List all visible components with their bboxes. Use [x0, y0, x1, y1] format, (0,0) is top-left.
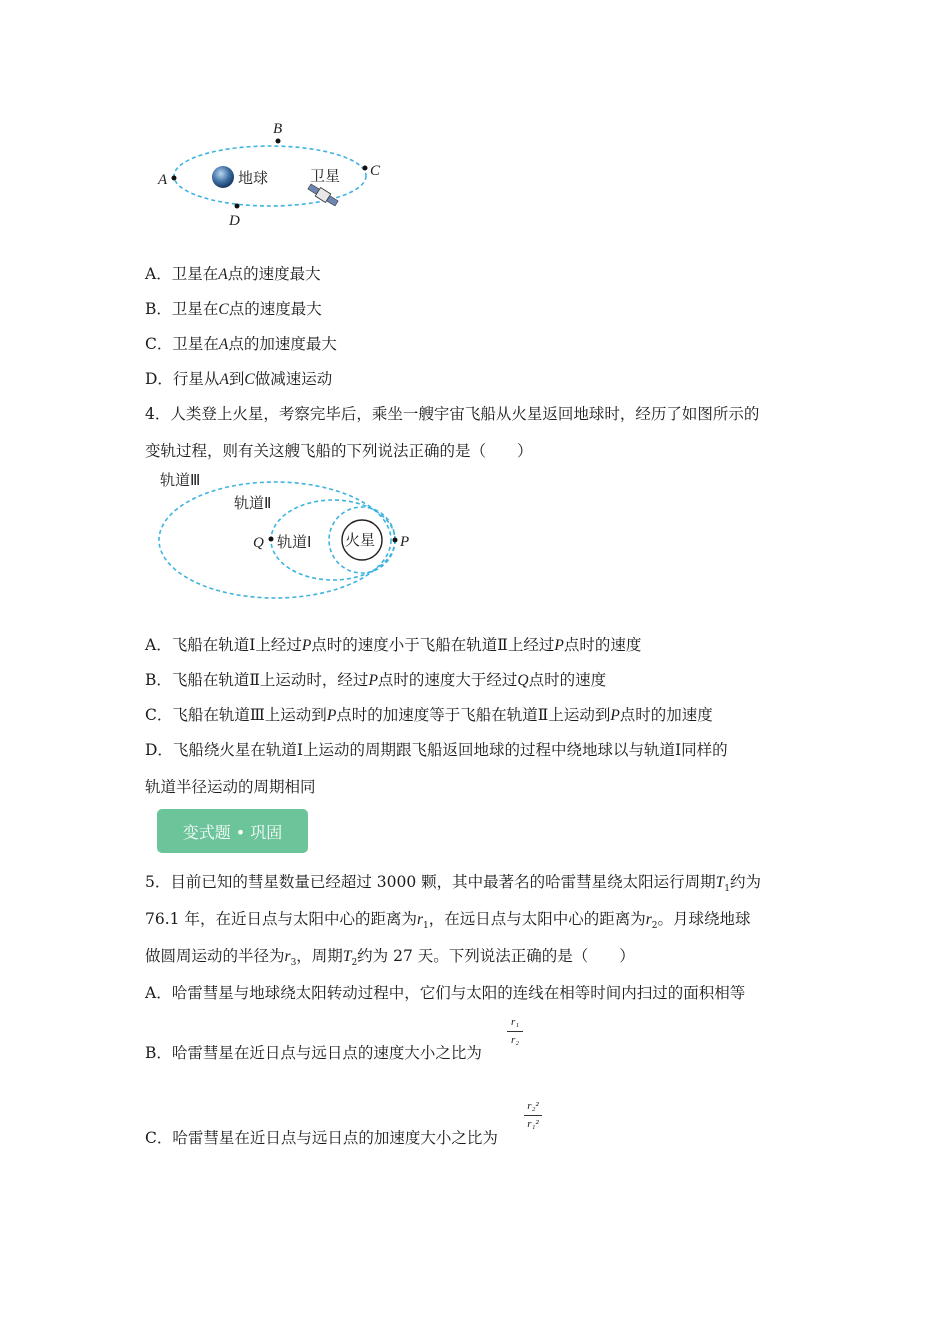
q4-b-3: 点时的速度	[528, 671, 607, 689]
q5-l3-b: ，周期	[296, 947, 343, 965]
q5-l2-r2-sub: 2	[651, 921, 658, 932]
q4-b-p: P	[368, 672, 378, 689]
section-badge: 变式题 • 巩固	[157, 809, 308, 853]
satellite-icon	[307, 182, 339, 207]
point-p	[393, 538, 398, 543]
point-q	[269, 537, 274, 542]
q3-option-d	[145, 367, 332, 389]
q3-option-b	[145, 297, 322, 319]
satellite-orbit-figure	[150, 115, 390, 230]
q3-d-var2: C	[244, 371, 255, 388]
mars-orbit-figure	[150, 462, 420, 607]
q4-option-d-line1: D．飞船绕火星在轨道Ⅰ上运动的周期跟飞船返回地球的过程中绕地球以与轨道Ⅰ同样的	[145, 741, 728, 759]
q5-option-b-fraction	[507, 1016, 523, 1047]
q4-c-p2: P	[610, 707, 620, 724]
q5-l3-a: 做圆周运动的半径为	[145, 947, 285, 965]
q5-l3-t-sub: 2	[351, 958, 358, 969]
q5-stem-line2	[145, 907, 751, 931]
point-d	[235, 204, 240, 209]
q5-b-fraction-bar	[507, 1031, 523, 1032]
point-a	[172, 176, 177, 181]
q5-option-a: A．哈雷彗星与地球绕太阳转动过程中，它们与太阳的连线在相等时间内扫过的面积相等	[145, 984, 746, 1002]
orbit-2-label: 轨道Ⅱ	[234, 494, 272, 512]
q3-c-var: A	[218, 336, 229, 353]
q5-stem-line1	[145, 870, 761, 894]
q3-option-a	[145, 262, 321, 284]
label-c: C	[370, 163, 381, 179]
q5-l3-r-sub: 3	[290, 958, 297, 969]
mars-label: 火星	[345, 531, 376, 549]
q5-l3-c: 约为 27 天。下列说法正确的是（ ）	[357, 947, 635, 965]
q5-option-b: B．哈雷彗星在近日点与远日点的速度大小之比为	[145, 1044, 482, 1062]
q4-option-a	[145, 633, 641, 655]
q3-b-post: 点的速度最大	[228, 300, 322, 318]
label-p: P	[400, 534, 410, 550]
q5-b-numerator: r₁	[510, 1016, 520, 1028]
satellite-label: 卫星	[310, 167, 341, 185]
q5-l3-t: T	[342, 948, 352, 965]
label-d: D	[229, 213, 240, 229]
q4-b-1: B．飞船在轨道Ⅱ上运动时，经过	[145, 671, 369, 689]
label-b: B	[273, 121, 283, 137]
q4-a-p1: P	[301, 637, 312, 654]
q4-c-1: C．飞船在轨道Ⅲ上运动到	[145, 706, 327, 724]
q3-d-pre: D．行星从	[145, 370, 220, 388]
q4-b-q: Q	[517, 672, 529, 689]
q4-a-p2: P	[554, 637, 564, 654]
q4-option-d-line2: 轨道半径运动的周期相同	[145, 778, 316, 796]
orbit-1-label: 轨道Ⅰ	[277, 533, 312, 551]
q4-a-1: A．飞船在轨道Ⅰ上经过	[145, 636, 302, 654]
q4-a-3: 点时的速度	[563, 636, 642, 654]
q4-b-2: 点时的速度大于经过	[377, 671, 518, 689]
q4-stem-line1: 4．人类登上火星，考察完毕后，乘坐一艘宇宙飞船从火星返回地球时，经历了如图所示的	[145, 405, 760, 423]
q5-l2-c: 。月球绕地球	[657, 910, 751, 928]
point-b	[276, 139, 281, 144]
orbit-3-label: 轨道Ⅲ	[160, 471, 201, 489]
q5-option-c: C．哈雷彗星在近日点与远日点的加速度大小之比为	[145, 1129, 498, 1147]
q5-l2-a: 76.1 年，在近日点与太阳中心的距离为	[145, 910, 417, 928]
q5-l1-t-sub: 1	[724, 884, 731, 895]
q4-a-2: 点时的速度小于飞船在轨道Ⅱ上经过	[311, 636, 555, 654]
q3-d-post: 做减速运动	[254, 370, 333, 388]
q5-option-c-fraction	[524, 1100, 542, 1131]
q5-l2-r1-sub: 1	[423, 921, 429, 932]
q4-c-3: 点时的加速度	[619, 706, 713, 724]
q4-stem-line2: 变轨过程，则有关这艘飞船的下列说法正确的是（ ）	[145, 442, 533, 460]
earth-label: 地球	[238, 169, 269, 187]
q3-d-mid: 到	[228, 370, 245, 388]
q4-option-b	[145, 668, 606, 690]
q3-a-post: 点的速度最大	[227, 265, 321, 283]
q3-b-var: C	[218, 301, 229, 318]
q4-c-p1: P	[326, 707, 337, 724]
label-q: Q	[253, 535, 264, 551]
q5-l3-r: r	[284, 948, 291, 965]
point-c	[363, 166, 368, 171]
q4-option-c	[145, 703, 713, 725]
q4-c-2: 点时的加速度等于飞船在轨道Ⅱ上运动到	[336, 706, 611, 724]
q5-b-denominator: r₂	[510, 1034, 520, 1046]
q3-c-post: 点的加速度最大	[228, 335, 337, 353]
q3-option-c	[145, 332, 337, 354]
q5-c-fraction-bar	[524, 1115, 542, 1116]
q5-l2-b: ，在远日点与太阳中心的距离为	[428, 910, 646, 928]
q3-a-pre: A．卫星在	[145, 265, 219, 283]
q5-c-numerator: r₂²	[527, 1100, 539, 1112]
q5-l1-a: 5．目前已知的彗星数量已经超过 3000 颗，其中最著名的哈雷彗星绕太阳运行周期	[145, 873, 716, 891]
q5-l2-r2: r	[645, 911, 652, 928]
q3-b-pre: B．卫星在	[145, 300, 219, 318]
q3-d-var1: A	[219, 371, 229, 388]
q5-c-denominator: r₁²	[527, 1118, 539, 1130]
q5-l1-b: 约为	[730, 873, 762, 891]
q5-l1-t: T	[715, 874, 725, 891]
label-a: A	[158, 172, 168, 188]
q5-l2-r1: r	[416, 911, 423, 928]
q3-a-var: A	[218, 266, 228, 283]
q3-c-pre: C．卫星在	[145, 335, 219, 353]
earth-icon	[212, 166, 234, 188]
q5-stem-line3	[145, 944, 635, 968]
